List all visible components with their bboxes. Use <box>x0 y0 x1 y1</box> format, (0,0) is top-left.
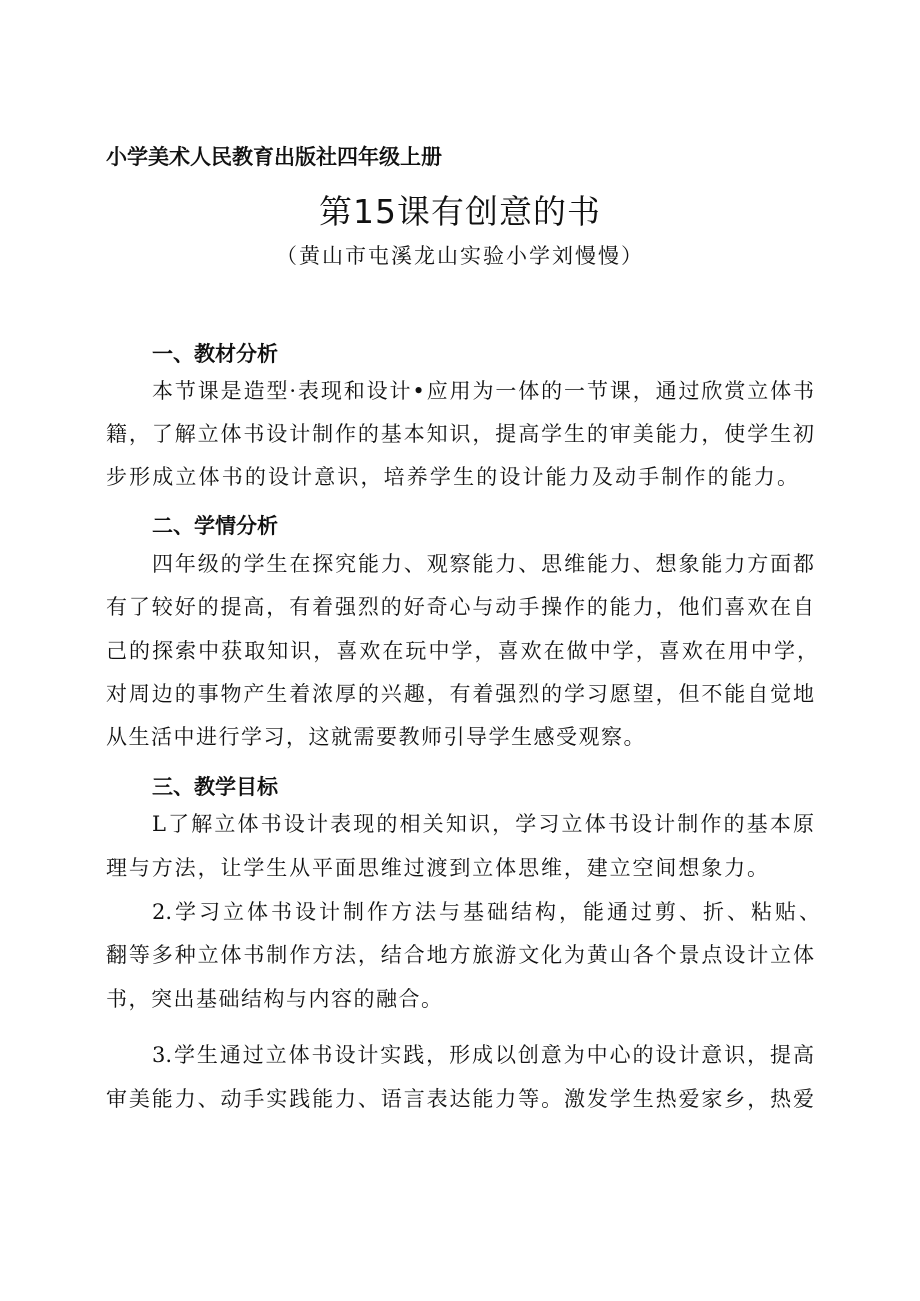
lesson-title: 第15课有创意的书 <box>319 192 601 231</box>
paragraph-line: 四年级的学生在探究能力、观察能力、思维能力、想象能力方面都 <box>152 552 814 576</box>
section-heading-student-analysis: 二、学情分析 <box>152 514 278 538</box>
paragraph-line: 审美能力、动手实践能力、语言表达能力等。激发学生热爱家乡，热爱 <box>106 1087 814 1111</box>
paragraph-line: 有了较好的提高，有着强烈的好奇心与动手操作的能力，他们喜欢在自 <box>106 595 814 619</box>
document-header: 小学美术人民教育出版社四年级上册 <box>106 145 442 169</box>
paragraph-line: L了解立体书设计表现的相关知识，学习立体书设计制作的基本原 <box>152 812 814 836</box>
paragraph-line: 籍，了解立体书设计制作的基本知识，提高学生的审美能力，使学生初 <box>106 422 814 446</box>
paragraph-line: 从生活中进行学习，这就需要教师引导学生感受观察。 <box>106 725 646 749</box>
paragraph-line: 2.学习立体书设计制作方法与基础结构，能通过剪、折、粘贴、 <box>152 900 820 924</box>
paragraph-line: 步形成立体书的设计意识，培养学生的设计能力及动手制作的能力。 <box>106 465 798 489</box>
paragraph-line: 理与方法，让学生从平面思维过渡到立体思维，建立空间想象力。 <box>106 856 768 880</box>
paragraph-line: 对周边的事物产生着浓厚的兴趣，有着强烈的学习愿望，但不能自觉地 <box>106 682 814 706</box>
paragraph-line: 翻等多种立体书制作方法，结合地方旅游文化为黄山各个景点设计立体 <box>106 943 814 967</box>
paragraph-line: 本节课是造型·表现和设计•应用为一体的一节课，通过欣赏立体书 <box>152 379 814 403</box>
author-line: （黄山市屯溪龙山实验小学刘慢慢） <box>276 244 644 268</box>
paragraph-line: 书，突出基础结构与内容的融合。 <box>106 987 444 1011</box>
section-heading-teaching-goals: 三、教学目标 <box>152 775 278 799</box>
section-heading-material-analysis: 一、教材分析 <box>152 342 278 366</box>
paragraph-line: 3.学生通过立体书设计实践，形成以创意为中心的设计意识，提高 <box>152 1043 814 1067</box>
paragraph-line: 己的探索中获取知识，喜欢在玩中学，喜欢在做中学，喜欢在用中学， <box>106 639 818 663</box>
